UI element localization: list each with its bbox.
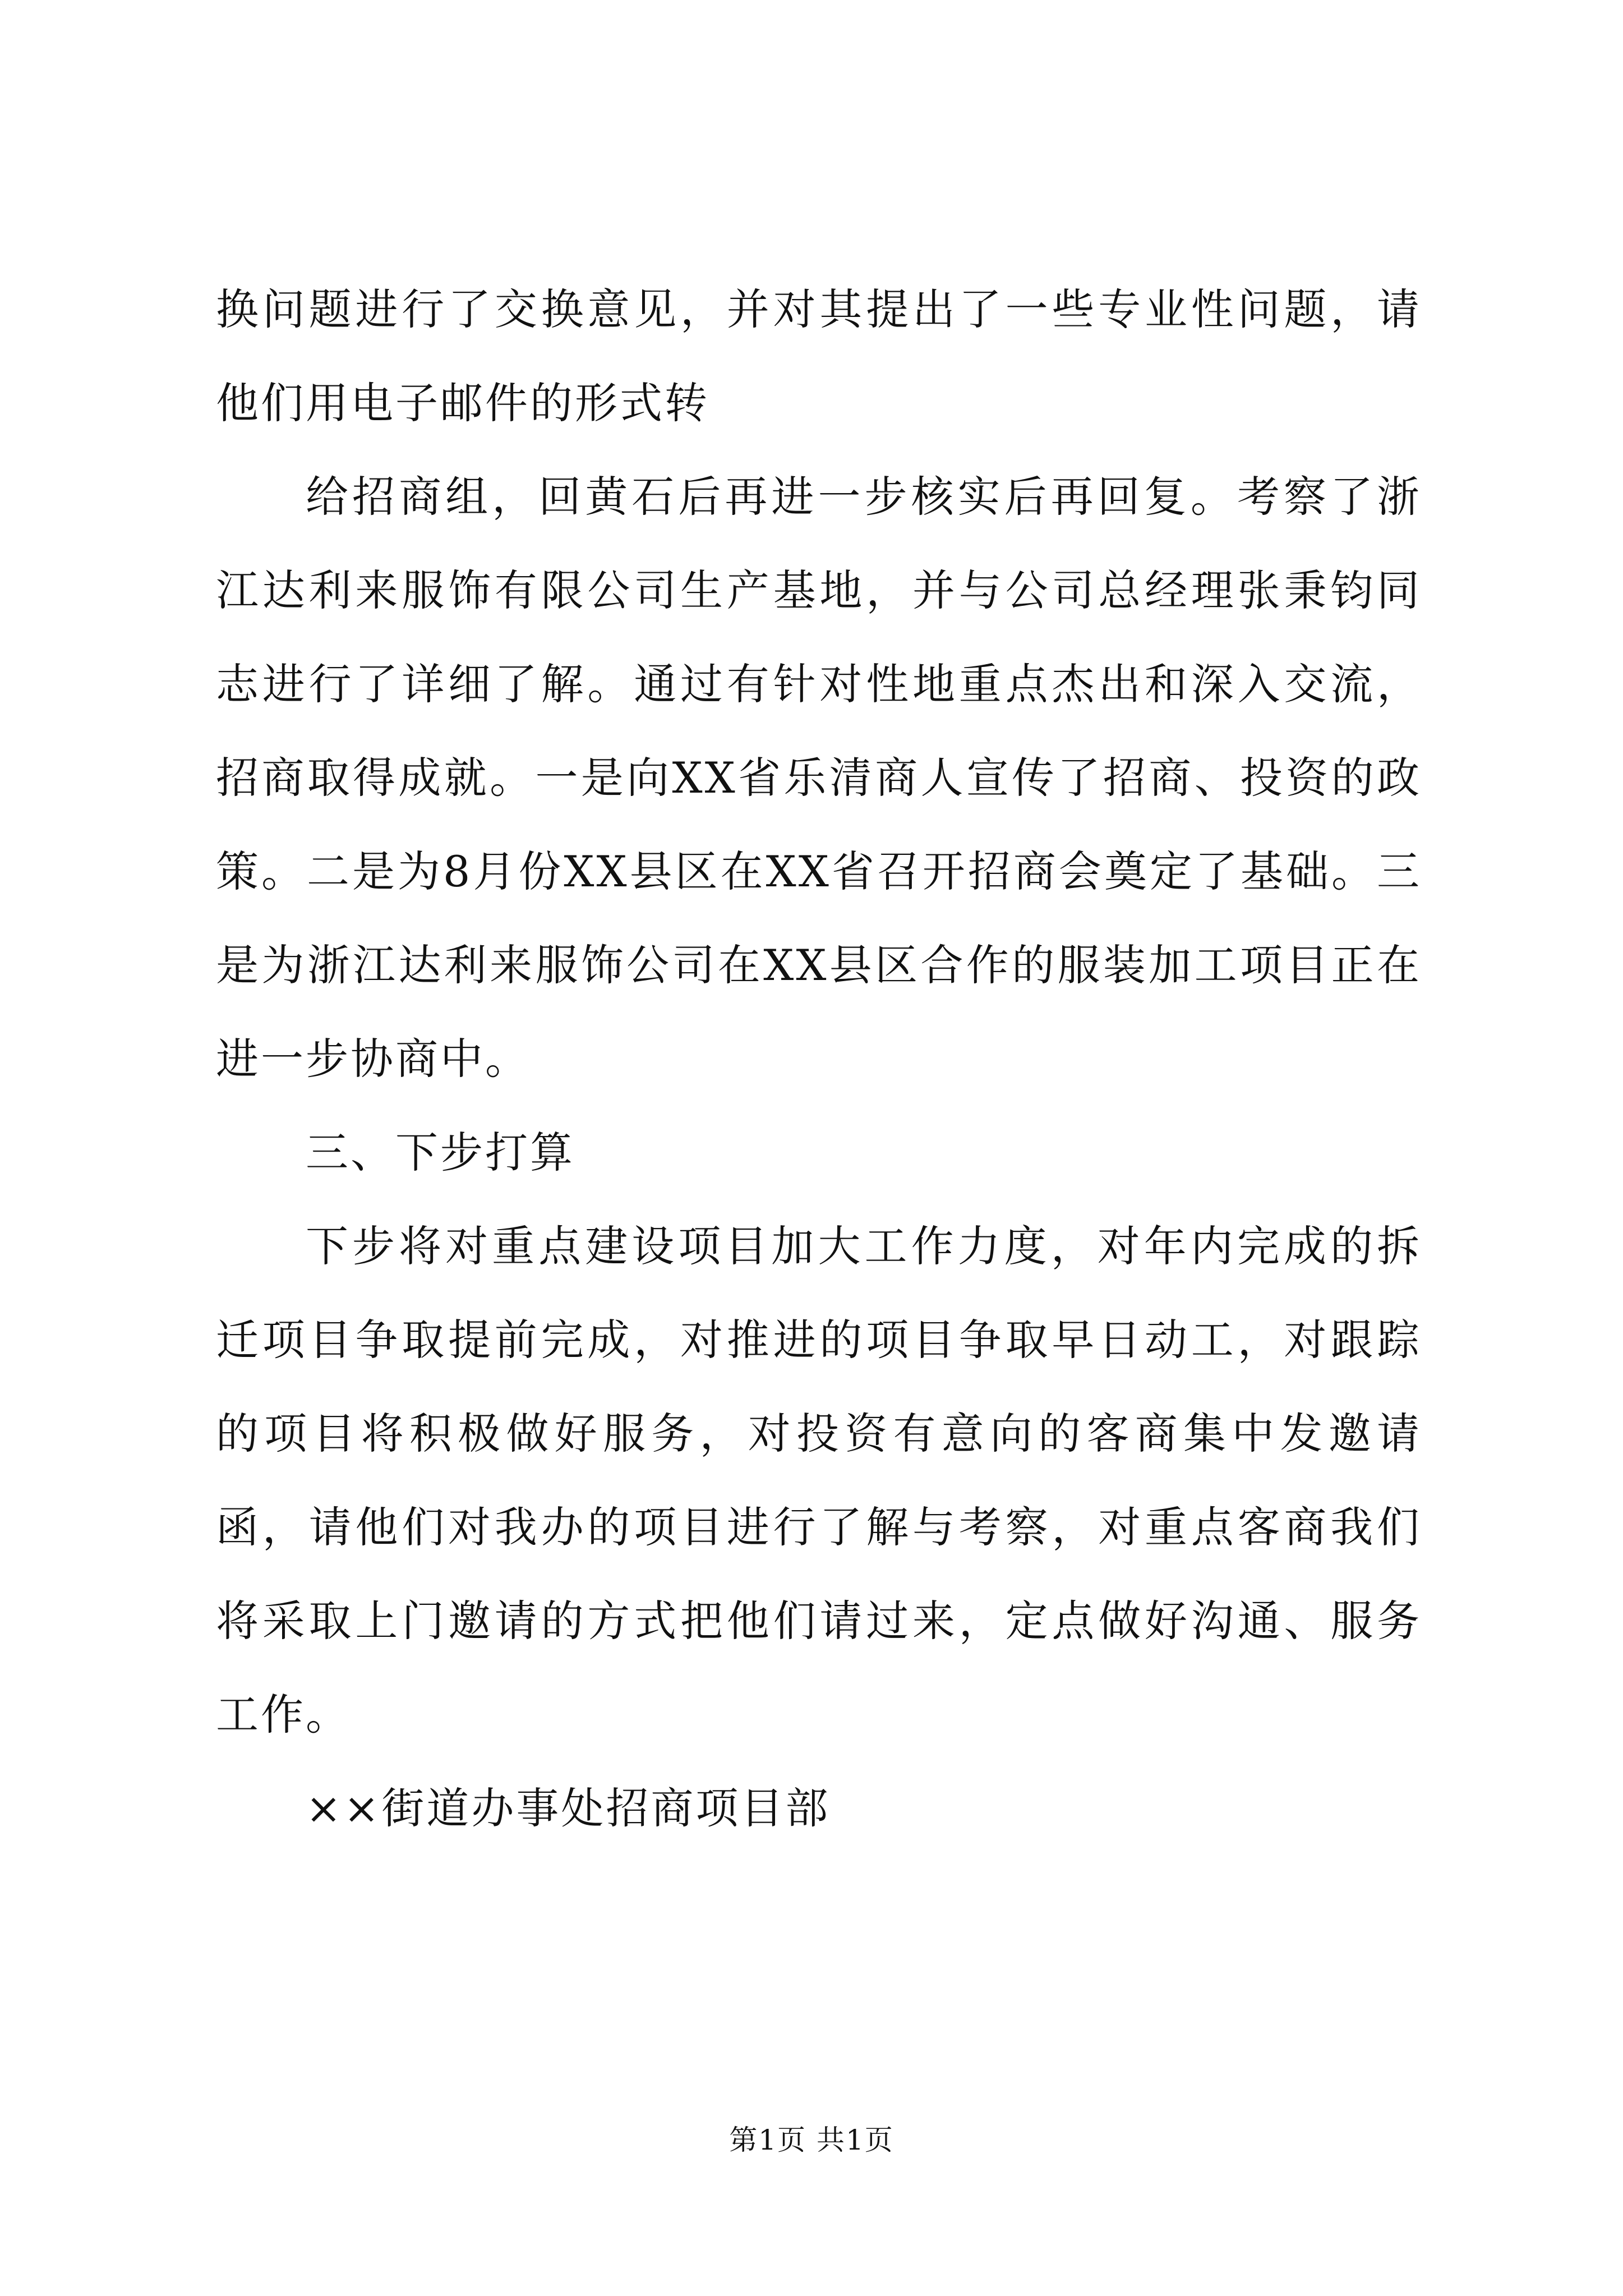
paragraph-investigation-results: 给招商组，回黄石后再进一步核实后再回复。考察了浙江达利来服饰有限公司生产基地，并与公司总经理张秉钧同志进行了详细了解。通过有针对性地重点杰出和深入交流，招商取得成就。一是向XX省乐清商人宣传了招商、投资的政策。二是为8月份XX县区在XX省召开招商会奠定了基础。三是为浙江达利来服饰公司在XX县区合作的服装加工项目正在进一步协商中。 xyxy=(216,472,1422,1084)
signature-department: ××街道办事处招商项目部 xyxy=(306,1783,831,1833)
paragraph-next-steps: 下步将对重点建设项目加大工作力度，对年内完成的拆迁项目争取提前完成，对推进的项目争取早日动工，对跟踪的项目将积极做好服务，对投资有意向的客商集中发邀请函，请他们对我办的项目进行了解与考察，对重点客商我们将采取上门邀请的方式把他们请过来，定点做好沟通、服务工作。 xyxy=(216,1221,1422,1740)
paragraph-continued: 换问题进行了交换意见，并对其提出了一些专业性问题，请他们用电子邮件的形式转 xyxy=(216,284,1422,428)
document-body xyxy=(216,263,1422,1855)
page-number-footer: 第1页 共1页 xyxy=(729,2124,894,2156)
section-heading-next-steps: 三、下步打算 xyxy=(306,1128,575,1177)
